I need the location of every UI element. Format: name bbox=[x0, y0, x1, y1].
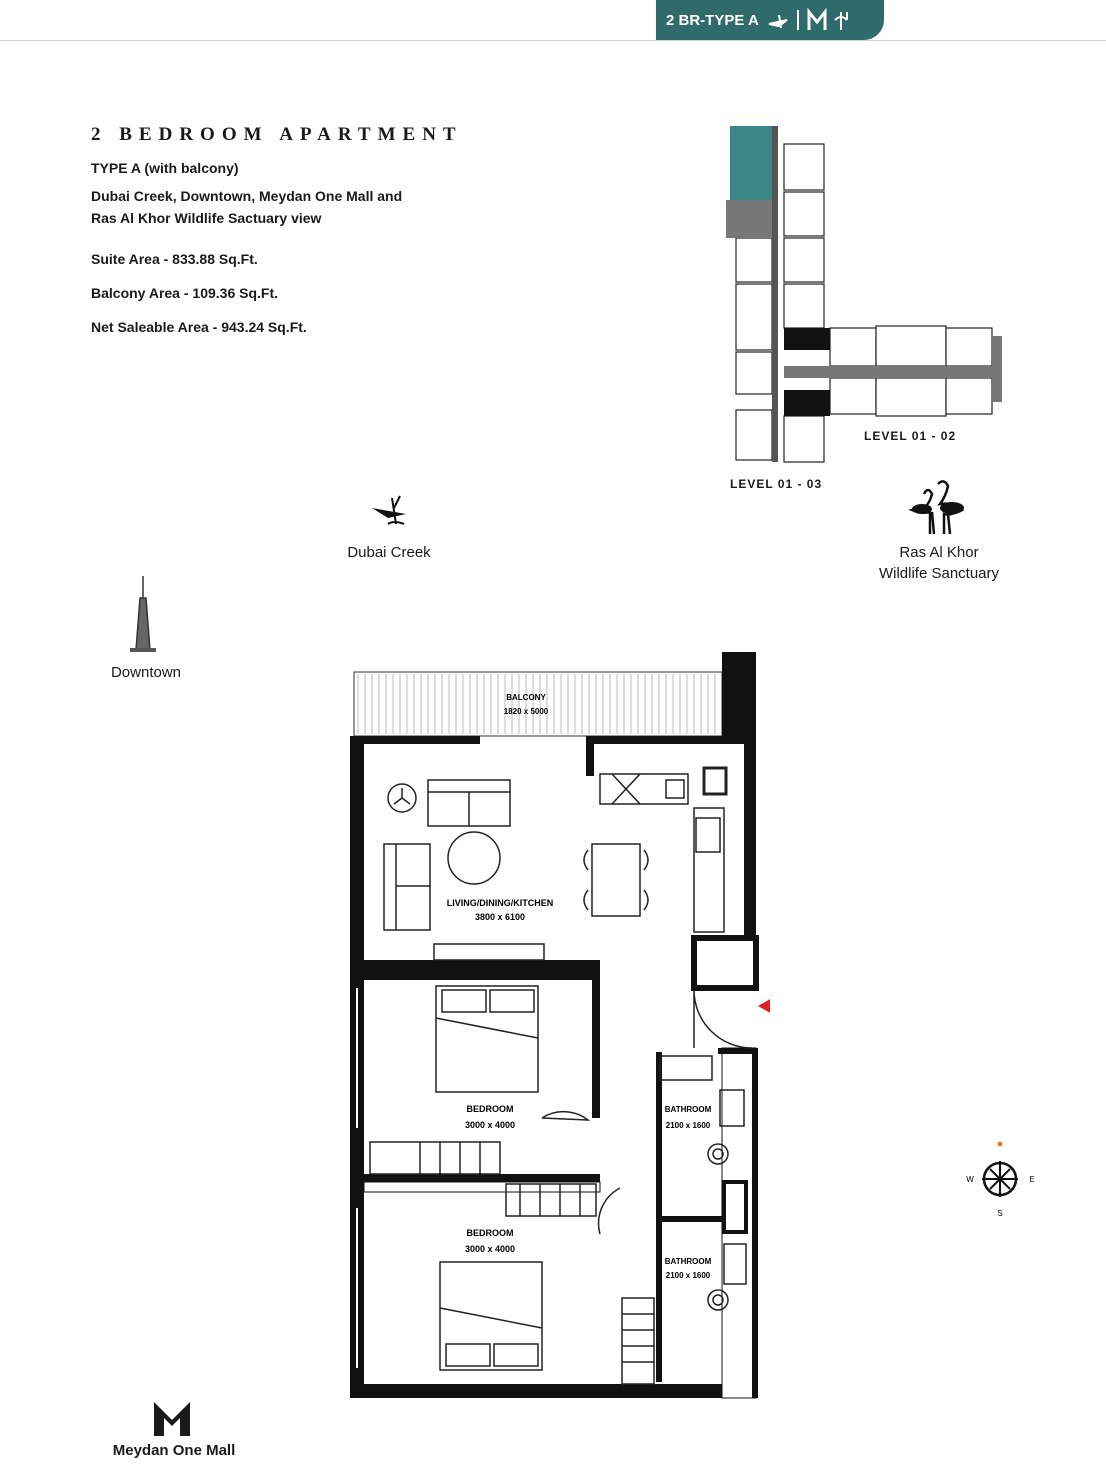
bath1-dim: 2100 x 1600 bbox=[665, 1121, 711, 1130]
flamingo-icon bbox=[835, 12, 847, 30]
balcony-room-label: BALCONY bbox=[506, 693, 546, 702]
header-divider bbox=[0, 40, 1106, 41]
balcony-room-dim: 1820 x 5000 bbox=[503, 707, 549, 716]
bath1-label: BATHROOM bbox=[664, 1105, 712, 1114]
ras-al-khor-label-2: Wildlife Sanctuary bbox=[878, 565, 1000, 582]
svg-text:S: S bbox=[997, 1209, 1003, 1218]
highlighted-unit bbox=[730, 126, 772, 200]
balcony-area: Balcony Area - 109.36 Sq.Ft. bbox=[91, 285, 278, 301]
level-label-b: LEVEL 01 - 03 bbox=[730, 477, 823, 491]
downtown-label: Downtown bbox=[110, 664, 182, 681]
suite-area: Suite Area - 833.88 Sq.Ft. bbox=[91, 251, 258, 267]
creek-icon bbox=[370, 494, 412, 530]
living-room-dim: 3800 x 6100 bbox=[474, 912, 526, 922]
unit-type: TYPE A (with balcony) bbox=[91, 160, 239, 176]
compass-icon bbox=[960, 1136, 1044, 1220]
living-room-label: LIVING/DINING/KITCHEN bbox=[446, 898, 554, 908]
view-line-1: Dubai Creek, Downtown, Meydan One Mall and bbox=[91, 188, 403, 204]
floor-plan bbox=[340, 648, 770, 1404]
tower-icon bbox=[797, 10, 799, 30]
net-saleable-area: Net Saleable Area - 943.24 Sq.Ft. bbox=[91, 319, 307, 335]
brand-name: Meydan One Mall bbox=[112, 1442, 236, 1459]
bath2-label: BATHROOM bbox=[664, 1257, 712, 1266]
bedroom2-label: BEDROOM bbox=[466, 1228, 514, 1238]
flamingo-icon bbox=[908, 480, 970, 538]
m-logo-icon bbox=[809, 12, 825, 30]
tab-icons bbox=[765, 6, 857, 34]
creek-label: Dubai Creek bbox=[347, 544, 431, 561]
key-plan bbox=[720, 120, 1010, 465]
page-title: 2 BEDROOM APARTMENT bbox=[91, 124, 463, 145]
meydan-logo-icon bbox=[150, 1398, 194, 1438]
ras-al-khor-label-1: Ras Al Khor bbox=[899, 544, 979, 561]
bedroom2-dim: 3000 x 4000 bbox=[464, 1244, 516, 1254]
bedroom1-dim: 3000 x 4000 bbox=[464, 1120, 516, 1130]
bedroom1-label: BEDROOM bbox=[466, 1104, 514, 1114]
svg-text:E: E bbox=[1029, 1175, 1035, 1184]
svg-text:W: W bbox=[966, 1175, 974, 1184]
balcony-area-hatch bbox=[354, 672, 722, 736]
bath2-dim: 2100 x 1600 bbox=[665, 1271, 711, 1280]
creek-icon bbox=[769, 15, 787, 28]
entry-marker-icon bbox=[758, 998, 770, 1014]
level-label-a: LEVEL 01 - 02 bbox=[864, 429, 957, 443]
unit-type-label: 2 BR-TYPE A bbox=[666, 11, 759, 29]
burj-khalifa-icon bbox=[126, 576, 160, 654]
unit-type-tab[interactable] bbox=[656, 0, 884, 40]
view-line-2: Ras Al Khor Wildlife Sactuary view bbox=[91, 210, 322, 226]
